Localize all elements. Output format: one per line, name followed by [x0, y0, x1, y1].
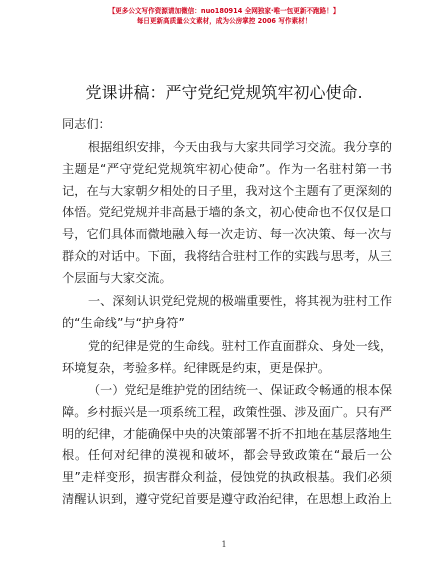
- paragraph-line: 体悟。党纪党规并非高悬于墙的条文，初心使命也不仅仅是口: [62, 205, 392, 220]
- page-number: 1: [221, 540, 227, 549]
- paragraph-line: 环境复杂，考验多样。纪律既是约束，更是保护。: [62, 360, 331, 375]
- paragraph-line: 号，它们具体而微地融入每一次走访、每一次决策、每一次与: [62, 227, 392, 242]
- paragraph-line: 障。乡村振兴是一项系统工程，政策性强、涉及面广。只有严: [62, 404, 392, 419]
- promo-banner-line-1: 【更多公文写作资源请加微信：nuo180914 全网独家·唯一包更新不跑路！】: [108, 7, 340, 15]
- paragraph-2: [62, 336, 392, 380]
- paragraph-line: 群众的对话中。下面，我将结合驻村工作的实践与思考，从三: [62, 248, 392, 263]
- paragraph-line: 根据组织安排，今天由我与大家共同学习交流。我分享的: [88, 140, 392, 154]
- paragraph-line: 个层面与大家交流。: [62, 270, 172, 285]
- paragraph-line: 一、深刻认识党纪党规的极端重要性，将其视为驻村工作: [88, 294, 392, 308]
- paragraph-3: [62, 380, 392, 511]
- paragraph-line: 根。任何对纪律的漠视和破坏，都会导致政策在“最后一公: [62, 448, 392, 463]
- paragraph-line: （一）党纪是维护党的团结统一、保证政令畅通的根本保: [88, 383, 392, 397]
- paragraph-line: 记，在与大家朝夕相处的日子里，我对这个主题有了更深刻的: [62, 183, 392, 198]
- paragraph-line: 明的纪律，才能确保中央的决策部署不折不扣地在基层落地生: [62, 426, 392, 441]
- paragraph-line: 里”走样变形，损害群众利益，侵蚀党的执政根基。我们必须: [62, 470, 392, 485]
- promo-banner-line-2: 每日更新高质量公文素材，成为公房掌控 2006 写作素材！: [136, 17, 312, 25]
- section-heading-1: [62, 291, 392, 335]
- paragraph-1: [62, 137, 392, 290]
- greeting: 同志们：: [62, 117, 111, 131]
- paragraph-line: 主题是“严守党纪党规筑牢初心使命”。作为一名驻村第一书: [62, 161, 392, 176]
- paragraph-line: 清醒认识到，遵守党纪首要是遵守政治纪律，在思想上政治上: [62, 491, 392, 506]
- document-title: 党课讲稿：严守党纪党规筑牢初心使命.: [85, 83, 363, 102]
- paragraph-line: 党的纪律是党的生命线。驻村工作直面群众、身处一线，: [88, 339, 392, 353]
- paragraph-line: 的“生命线”与“护身符”: [62, 315, 185, 330]
